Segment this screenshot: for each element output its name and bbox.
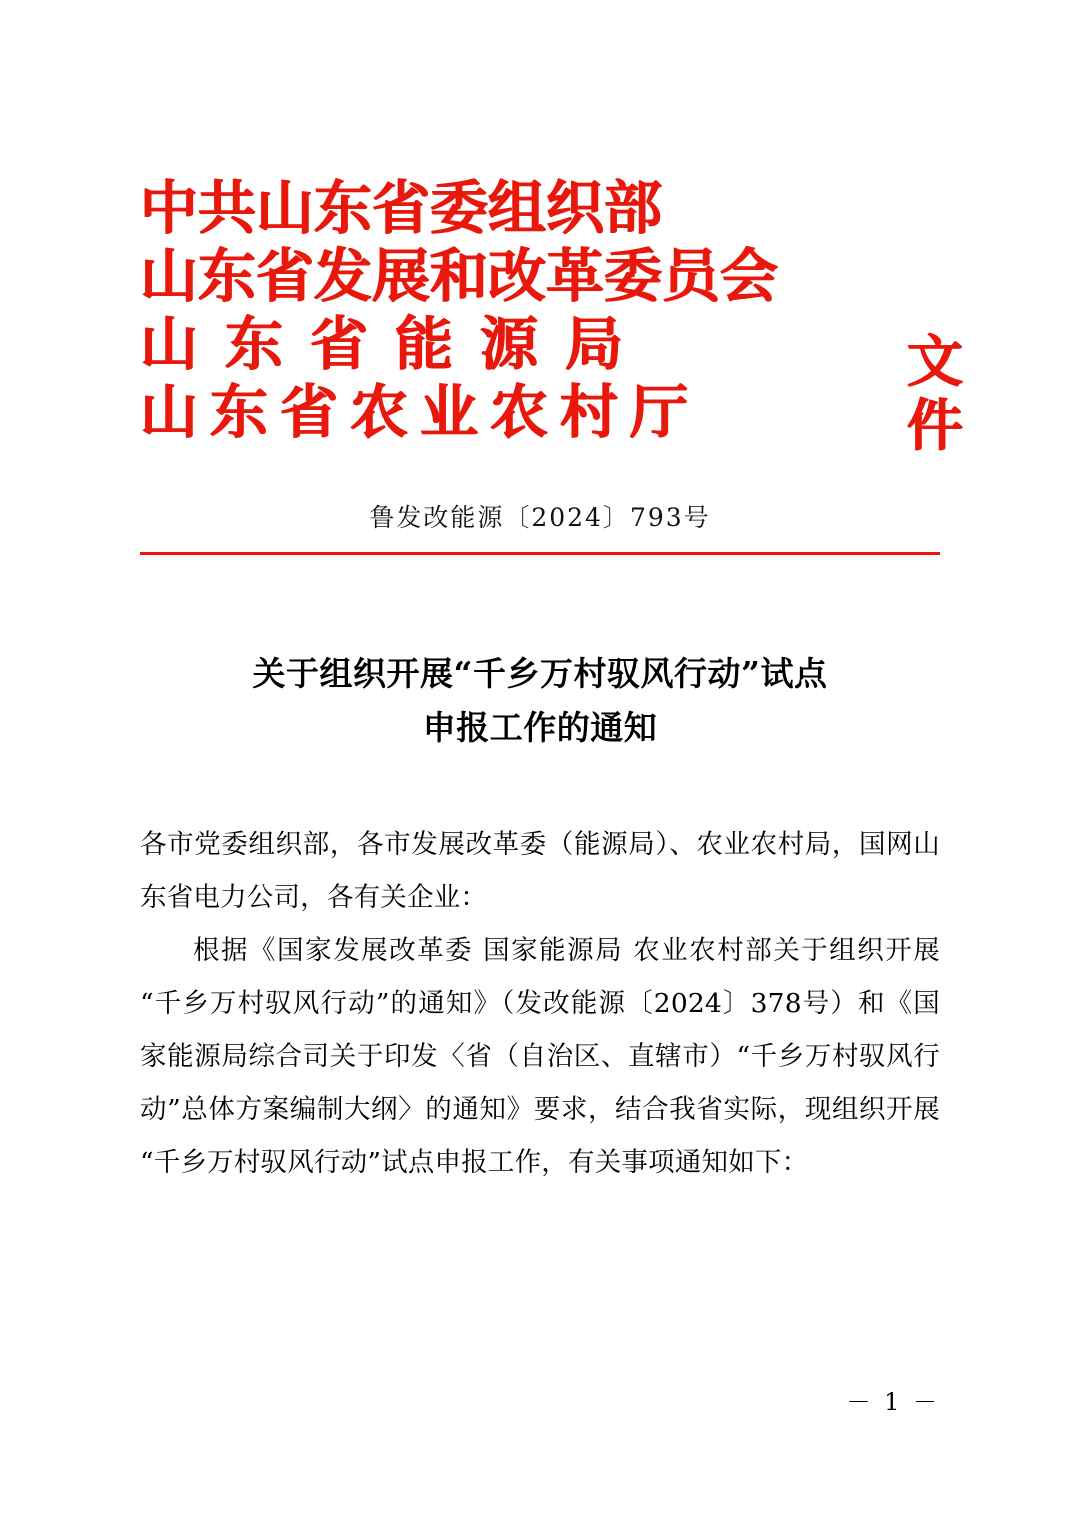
- page-title-line-2: 申报工作的通知: [422, 707, 658, 747]
- issuer-line-2: 山东省发展和改革委员会: [140, 241, 779, 310]
- masthead: [0, 0, 1080, 460]
- addressee-paragraph: 各市党委组织部，各市发展改革委（能源局）、农业农村局，国网山东省电力公司，各有关企业：: [140, 829, 940, 914]
- issuer-line-1: 中共山东省委组织部: [140, 174, 663, 242]
- page-number: － 1 －: [846, 1388, 940, 1416]
- body-paragraph-1: 根据《国家发展改革委 国家能源局 农业农村部关于组织开展“千乡万村驭风行动”的通知》（发改能源〔2024〕378号）和《国家能源局综合司关于印发〈省（自治区、直辖市）“千乡万村驭风行动”总体方案编制大纲〉的通知》要求，结合我省实际，现组织开展“千乡万村驭风行动”试点申报工作，有关事项通知如下：: [140, 935, 940, 1179]
- page-title: [150, 647, 930, 754]
- document-word-label: 文件: [907, 329, 963, 460]
- document-body: [140, 818, 940, 1189]
- issuer-line-4: 山东省农业农村厅: [140, 377, 701, 446]
- document-number: 鲁发改能源〔2024〕793号: [369, 503, 711, 533]
- red-divider-rule: [140, 552, 940, 555]
- issuer-line-3: 山东省能源局: [140, 309, 651, 378]
- issuer-block: [140, 175, 970, 446]
- page-title-line-1: 关于组织开展“千乡万村驭风行动”试点: [252, 654, 828, 694]
